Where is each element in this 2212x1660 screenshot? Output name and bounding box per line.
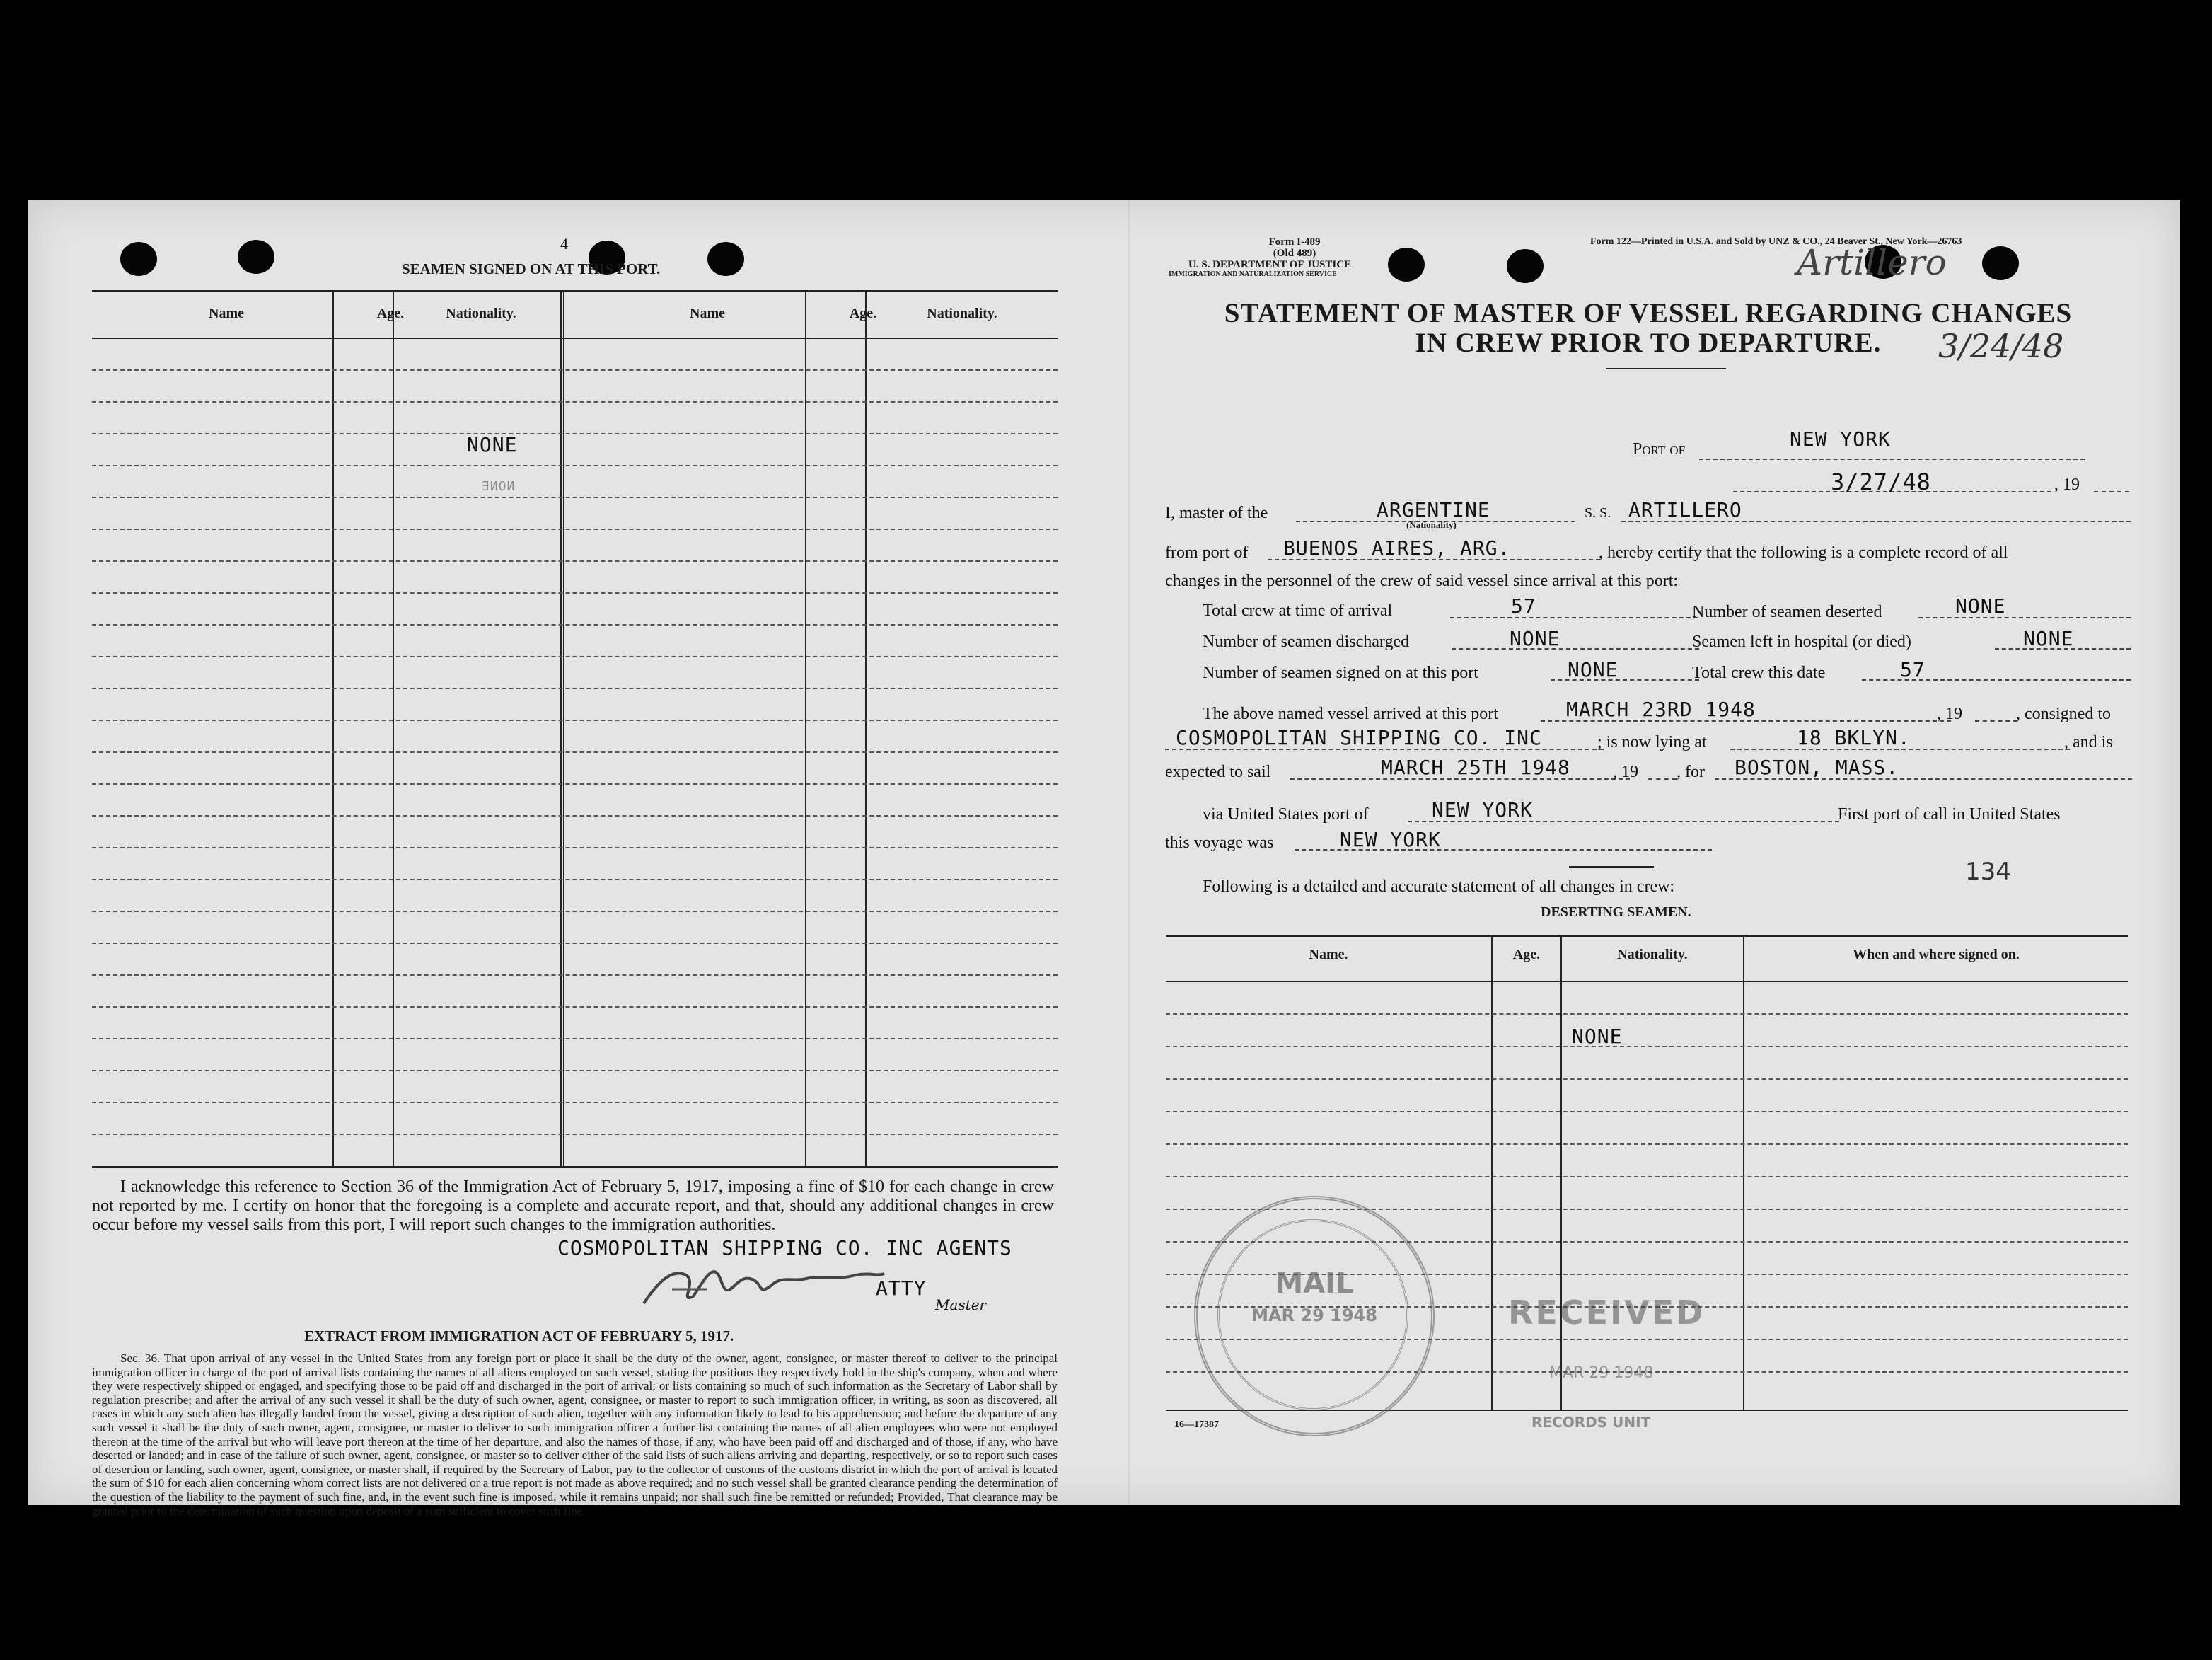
total-date-label: Total crew this date — [1692, 664, 1826, 682]
sail-label: expected to sail — [1165, 763, 1271, 781]
column-header: Name. — [1309, 947, 1348, 962]
column-header: Nationality. — [446, 306, 516, 321]
port-label: Port of — [1633, 440, 1686, 459]
discharged-label: Number of seamen discharged — [1203, 633, 1410, 651]
center-fold — [1128, 200, 1130, 1505]
lying-label: ; is now lying at — [1597, 733, 1707, 751]
punch-hole — [1982, 246, 2019, 280]
column-header: Age. — [1512, 947, 1541, 962]
signed-on-label: Number of seamen signed on at this port — [1203, 664, 1478, 682]
punch-hole — [707, 242, 744, 276]
column-header: Age. — [376, 306, 405, 321]
master-signature — [630, 1254, 898, 1318]
arrived-label: The above named vessel arrived at this port — [1203, 705, 1498, 723]
handwritten-date: 3/24/48 — [1938, 327, 2064, 365]
signed-on-value: NONE — [1568, 658, 1619, 681]
for-value: BOSTON, MASS. — [1735, 756, 1899, 779]
left-none-bleedthrough: NONE — [481, 479, 515, 494]
column-header: Age. — [849, 306, 877, 321]
column-header: Name — [690, 306, 725, 321]
discharged-value: NONE — [1510, 627, 1560, 650]
and-is: , and is — [2064, 733, 2113, 751]
atty-typed: ATTY — [876, 1276, 927, 1300]
sail-suffix: , 19 — [1613, 763, 1638, 781]
left-none-entry: NONE — [467, 433, 518, 456]
column-header: Nationality. — [1617, 947, 1688, 962]
stamped-number: 134 — [1965, 858, 2011, 886]
deserting-title: DESERTING SEAMEN. — [1541, 904, 1691, 920]
arrived-value: MARCH 23RD 1948 — [1566, 698, 1756, 721]
received-stamp: RECEIVED — [1508, 1293, 1706, 1332]
received-date: MAR 29 1948 — [1549, 1364, 1654, 1382]
ship-value: ARTILLERO — [1628, 498, 1742, 521]
from-port-label: from port of — [1165, 543, 1249, 562]
handwritten-ship-name: Artillero — [1797, 242, 1947, 283]
agent-typed: COSMOPOLITAN SHIPPING CO. INC AGENTS — [555, 1236, 1015, 1260]
via-label: via United States port of — [1203, 805, 1369, 824]
form-number-block — [1238, 236, 1351, 259]
punch-hole — [1388, 248, 1425, 282]
extract-title: EXTRACT FROM IMMIGRATION ACT OF FEBRUARY 5, 1917. — [304, 1327, 734, 1344]
nationality-value: ARGENTINE — [1377, 498, 1490, 521]
from-port-value: BUENOS AIRES, ARG. — [1283, 536, 1511, 560]
records-unit-stamp: RECORDS UNIT — [1531, 1414, 1651, 1431]
column-header: When and where signed on. — [1853, 947, 2020, 962]
first-port-label: First port of call in United States — [1838, 805, 2061, 824]
via-value: NEW YORK — [1432, 798, 1533, 822]
right-none-entry: NONE — [1572, 1025, 1623, 1048]
arrived-suffix: , 19 — [1937, 705, 1962, 723]
date-suffix: , 19 — [2054, 475, 2080, 494]
consignee-value: COSMOPOLITAN SHIPPING CO. INC — [1176, 726, 1542, 749]
form-title-line-1: STATEMENT OF MASTER OF VESSEL REGARDING CHANGES — [1224, 298, 2073, 328]
deserted-label: Number of seamen deserted — [1692, 603, 1882, 621]
total-arrival-label: Total crew at time of arrival — [1203, 601, 1393, 620]
total-arrival-value: 57 — [1511, 594, 1536, 618]
total-date-value: 57 — [1900, 658, 1926, 681]
nationality-label: (Nationality) — [1406, 519, 1457, 530]
printer-line: Form 122—Printed in U.S.A. and Sold by UNZ & CO., 24 Beaver St., New York—26763 — [1590, 236, 1962, 247]
page-number: 4 — [560, 235, 568, 253]
department: U. S. DEPARTMENT OF JUSTICE — [1188, 259, 1352, 270]
column-header: Nationality. — [927, 306, 997, 321]
stamp-date: MAR 29 1948 — [1251, 1305, 1377, 1325]
punch-hole — [238, 240, 274, 274]
form-number: Form I-489 — [1268, 236, 1321, 248]
sail-value: MARCH 25TH 1948 — [1381, 756, 1570, 779]
mail-stamp — [1194, 1196, 1435, 1436]
punch-hole — [120, 242, 157, 276]
certify-text: , hereby certify that the following is a complete record of all — [1599, 543, 2008, 562]
form-old-number: (Old 489) — [1273, 248, 1316, 259]
lying-value: 18 BKLYN. — [1797, 726, 1911, 749]
extract-text: Sec. 36. That upon arrival of any vessel in the United States from any foreign port or place it shall be the duty of the owner, agent, consignee, or master thereof to deliver to the principal immigration officer in charge of the port of arrival lists containing the names of all aliens employed on such vessel, stating the positions they respectively hold in the ship's company, when and where they were respectively shipped or engaged, and specifying those to be paid off and discharged in the port of arrival; or lists containing so much of such information as the Secretary of Labor shall by regulation prescribe; and after the arrival of any such vessel it shall be the duty of such owner, agent, consignee, or master to report to such immigration officer, in writing, as soon as discovered, all cases in which any such alien has illegally landed from the vessel, giving a description of such alien, together with any information likely to lead to his apprehension; and before the departure of any such vessel it shall be the duty of such owner, agent, consignee, or master to deliver to such immigration officer a further list containing the names of all alien employees who were not employed thereon at the time of the arrival but who will leave port thereon at the time of her departure, and also the names of those, if any, who have been paid off and discharged and of those, if any, who have deserted or landed; and in case of the failure of such owner, agent, consignee, or master so to deliver either of the said lists of such aliens arriving and departing, respectively, or so to report such cases of desertion or landing, such owner, agent, consignee, or master shall, if required by the Secretary of Labor, pay to the collector of customs of the customs district in which the port of arrival is located the sum of $10 for each alien concerning whom correct lists are not delivered or a true report is not made as above required; and no such vessel shall be granted clearance pending the determination of the question of the liability to the payment of such fine, and, in the event such fine is imposed, while it remains unpaid; nor shall such fine be remitted or refunded; Provided, That clearance may be granted prior to the determination of such question upon deposit of a sum sufficient to cover such fine. — [92, 1351, 1058, 1518]
form-title-line-2: IN CREW PRIOR TO DEPARTURE. — [1415, 328, 1882, 358]
deserted-value: NONE — [1955, 594, 2006, 618]
hospital-value: NONE — [2023, 627, 2074, 650]
service: IMMIGRATION AND NATURALIZATION SERVICE — [1169, 270, 1337, 278]
voyage-value: NEW YORK — [1340, 828, 1441, 851]
master-prefix: I, master of the — [1165, 504, 1268, 522]
document-sheet — [28, 200, 2180, 1518]
stamp-text: MAIL — [1275, 1267, 1354, 1300]
left-title: SEAMEN SIGNED ON AT THIS PORT. — [402, 260, 661, 277]
punch-hole — [1507, 249, 1544, 283]
ss-label: S. S. — [1585, 505, 1611, 521]
date-value: 3/27/48 — [1831, 468, 1931, 495]
footer-code: 16—17387 — [1174, 1419, 1219, 1430]
master-label: Master — [935, 1296, 987, 1313]
column-header: Name — [209, 306, 244, 321]
consigned-label: , consigned to — [2016, 705, 2111, 723]
hospital-label: Seamen left in hospital (or died) — [1692, 633, 1911, 651]
for-label: , for — [1677, 763, 1705, 781]
voyage-label: this voyage was — [1165, 834, 1274, 852]
acknowledgment-text: I acknowledge this reference to Section 36 of the Immigration Act of February 5, 1917, imposing a fine of $10 for each change in crew not reported by me. I certify on honor that the foregoing is a complete and accurate report, and that, should any additional changes in crew occur before my vessel sails from this port, I will report such changes to the immigration authorities. — [92, 1177, 1054, 1234]
port-value: NEW YORK — [1790, 427, 1891, 451]
following-text: Following is a detailed and accurate statement of all changes in crew: — [1203, 877, 1675, 896]
changes-text: changes in the personnel of the crew of said vessel since arrival at this port: — [1165, 572, 1679, 590]
